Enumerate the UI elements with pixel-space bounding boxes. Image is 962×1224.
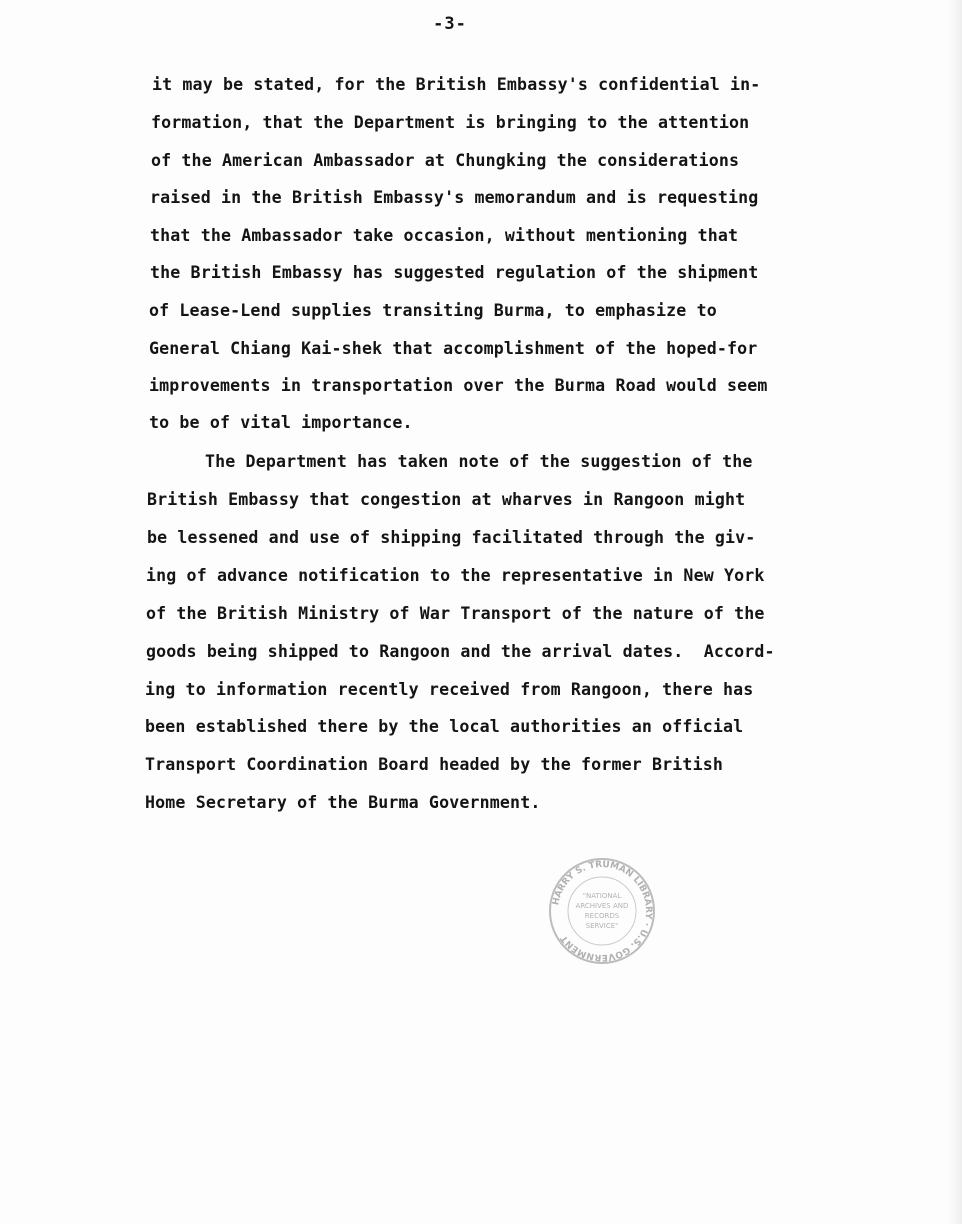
page-edge-shadow — [948, 0, 962, 1224]
text-line: to be of vital importance. — [149, 413, 413, 432]
text-line: the British Embassy has suggested regulation of the shipment — [150, 263, 759, 282]
text-line: be lessened and use of shipping facilitated through the giv- — [147, 528, 756, 547]
archives-stamp — [548, 857, 656, 965]
text-line: ing to information recently received from Rangoon, there has — [145, 680, 754, 699]
text-line: The Department has taken note of the suggestion of the — [205, 452, 753, 471]
page-number: -3- — [433, 14, 467, 34]
text-line: that the Ambassador take occasion, without mentioning that — [150, 226, 739, 245]
text-line: it may be stated, for the British Embassy's confidential in- — [152, 75, 761, 94]
stamp-inner-line: SERVICE" — [585, 922, 619, 930]
text-line: of the British Ministry of War Transport of the nature of the — [146, 604, 765, 623]
stamp-inner-line: ARCHIVES AND — [575, 902, 629, 910]
stamp-inner-line: RECORDS — [584, 912, 620, 920]
text-line: British Embassy that congestion at wharves in Rangoon might — [147, 490, 746, 509]
stamp-outer-text: HARRY S. TRUMAN LIBRARY · U.S. GOVERNMENT — [551, 859, 654, 963]
text-line: Home Secretary of the Burma Government. — [145, 793, 541, 812]
text-line: formation, that the Department is bringing to the attention — [151, 113, 750, 132]
text-line: been established there by the local authorities an official — [145, 717, 744, 736]
text-line: goods being shipped to Rangoon and the arrival dates. Accord- — [146, 642, 775, 661]
stamp-outer-ring — [550, 859, 654, 963]
stamp-inner-ring — [568, 877, 636, 945]
text-line: of the American Ambassador at Chungking the considerations — [151, 151, 740, 170]
text-line: General Chiang Kai-shek that accomplishment of the hoped-for — [149, 339, 758, 358]
text-line: raised in the British Embassy's memorandum and is requesting — [150, 188, 759, 207]
text-line: improvements in transportation over the Burma Road would seem — [149, 376, 768, 395]
text-line: of Lease-Lend supplies transiting Burma, to emphasize to — [149, 301, 717, 320]
text-line: ing of advance notification to the representative in New York — [146, 566, 765, 585]
stamp-inner-line: "NATIONAL — [582, 892, 622, 900]
text-line: Transport Coordination Board headed by the former British — [145, 755, 723, 774]
